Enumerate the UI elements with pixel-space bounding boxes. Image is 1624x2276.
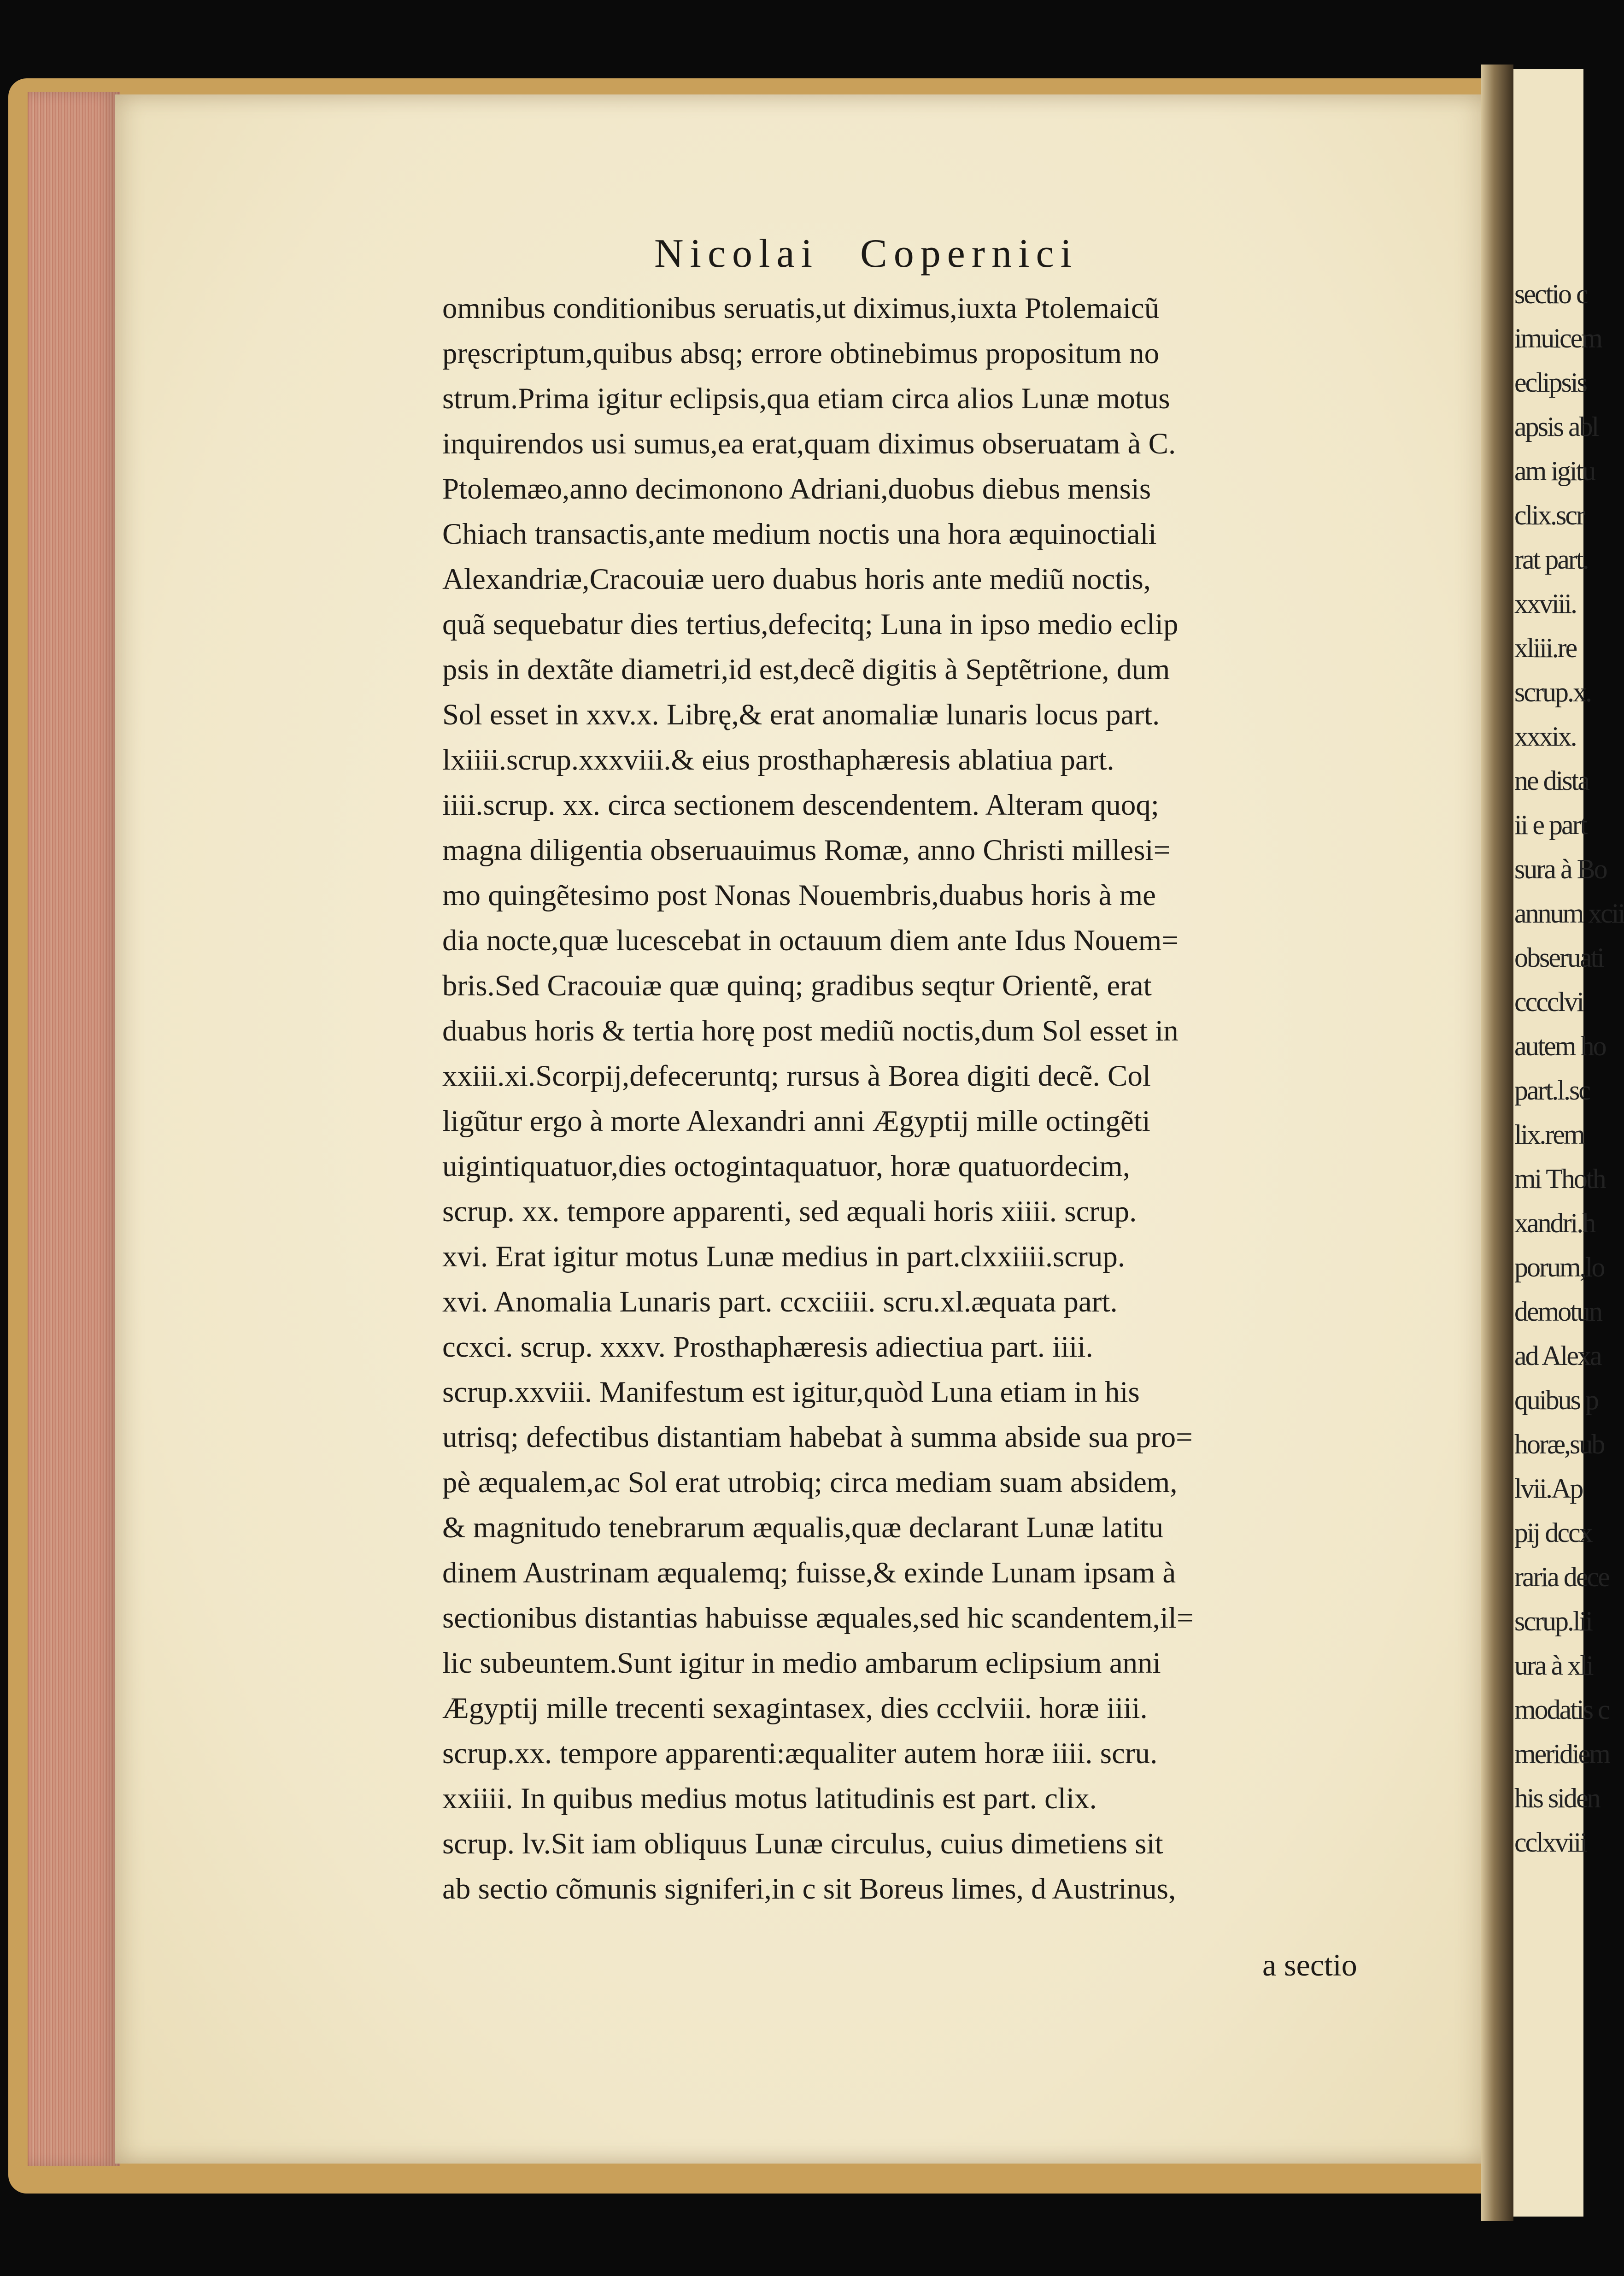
next-page-line: quibus p (1514, 1385, 1598, 1415)
text-line: quã sequebatur dies tertius,defecitq; Luna in ipso medio eclip (442, 608, 1178, 641)
gutter (1481, 65, 1513, 2221)
text-line: uigintiquatuor,dies octogintaquatuor, horæ quatuordecim, (442, 1150, 1131, 1183)
catchword: a sectio (1262, 1947, 1357, 1982)
next-page-line: xxxix. (1514, 721, 1576, 752)
next-page-line: am igitu (1514, 456, 1595, 486)
text-line: scrup.xx. tempore apparenti:æqualiter autem horæ iiii. scru. (442, 1737, 1158, 1770)
next-page-line: ura à xli (1514, 1650, 1593, 1681)
text-line: Sol esset in xxv.x. Librę,& erat anomaliæ lunaris locus part. (442, 698, 1160, 731)
body-text (442, 286, 1401, 1911)
next-page-line: autem ho (1514, 1031, 1606, 1061)
next-page-line: demotun (1514, 1296, 1601, 1327)
text-line: sectionibus distantias habuisse æquales,sed hic scandentem,il= (442, 1601, 1194, 1635)
next-page-line: porum,lo (1514, 1252, 1604, 1282)
text-line: xvi. Anomalia Lunaris part. ccxciiii. scru.xl.æquata part. (442, 1285, 1118, 1318)
text-line: dia nocte,quæ lucescebat in octauum diem ante Idus Nouem= (442, 924, 1178, 957)
text-line: xxiii.xi.Scorpij,defeceruntq; rursus à Borea digiti decẽ. Col (442, 1059, 1151, 1093)
next-page-line: xliii.re (1514, 633, 1577, 663)
next-page-fragment (1513, 69, 1624, 2217)
text-line: Alexandriæ,Cracouiæ uero duabus horis ante mediũ noctis, (442, 563, 1151, 596)
next-page-line: ne dista (1514, 765, 1589, 796)
text-line: bris.Sed Cracouiæ quæ quinq; gradibus seqtur Orientẽ, erat (442, 969, 1152, 1002)
next-page-line: his siden (1514, 1783, 1600, 1813)
page-edges (28, 92, 120, 2166)
next-page-line: annum xcii (1514, 898, 1624, 929)
text-line: duabus horis & tertia horę post mediũ noctis,dum Sol esset in (442, 1014, 1178, 1047)
next-page-line: clix.scr (1514, 500, 1584, 530)
next-page-line: apsis abl (1514, 412, 1598, 442)
next-page-line: lix.rem (1514, 1119, 1584, 1150)
text-line: dinem Austrinam æqualemq; fuisse,& exinde Lunam ipsam à (442, 1556, 1176, 1589)
text-line: Ægyptij mille trecenti sexagintasex, dies ccclviii. horæ iiii. (442, 1692, 1148, 1725)
text-line: psis in dextãte diametri,id est,decẽ digitis à Septẽtrione, dum (442, 653, 1170, 686)
next-page-line: part.l.sc (1514, 1075, 1589, 1106)
text-line: & magnitudo tenebrarum æqualis,quæ declarant Lunæ latitu (442, 1511, 1164, 1544)
text-line: lxiiii.scrup.xxxviii.& eius prosthaphæresis ablatiua part. (442, 743, 1114, 776)
text-line: ligũtur ergo à morte Alexandri anni Ægyptij mille octingẽti (442, 1105, 1150, 1138)
next-page-line: sura à Bo (1514, 854, 1606, 884)
running-head (654, 230, 1207, 277)
text-line: omnibus conditionibus seruatis,ut diximus,iuxta Ptolemaicũ (442, 292, 1160, 325)
text-line: iiii.scrup. xx. circa sectionem descendentem. Alteram quoq; (442, 788, 1159, 822)
text-line: utrisq; defectibus distantiam habebat à summa abside sua pro= (442, 1421, 1193, 1454)
text-line: ab sectio cõmunis signiferi,in c sit Boreus limes, d Austrinus, (442, 1872, 1176, 1905)
text-line: scrup.xxviii. Manifestum est igitur,quòd Luna etiam in his (442, 1376, 1140, 1409)
text-line: strum.Prima igitur eclipsis,qua etiam circa alios Lunæ motus (442, 382, 1170, 415)
next-page-line: obseruati (1514, 942, 1603, 973)
next-page-line: cclxviii (1514, 1827, 1586, 1858)
next-page-line: mi Thoth (1514, 1164, 1605, 1194)
text-line: ccxci. scrup. xxxv. Prosthaphæresis adiectiua part. iiii. (442, 1330, 1093, 1364)
next-page-line: lvii.Ap (1514, 1473, 1583, 1504)
next-page-line: imuicem (1514, 323, 1601, 353)
text-line: Ptolemæo,anno decimonono Adriani,duobus diebus mensis (442, 472, 1151, 506)
next-page-line: ii e part (1514, 810, 1587, 840)
next-page-line: scrup.x. (1514, 677, 1591, 707)
text-line: lic subeuntem.Sunt igitur in medio ambarum eclipsium anni (442, 1647, 1161, 1680)
text-line: Chiach transactis,ante medium noctis una hora æquinoctiali (442, 518, 1157, 551)
text-line: magna diligentia obseruauimus Romæ, anno Christi millesi= (442, 834, 1171, 867)
text-line: pè æqualem,ac Sol erat utrobiq; circa mediam suam absidem, (442, 1466, 1178, 1499)
next-page-line: rat part. (1514, 544, 1588, 575)
next-page-line: ad Alexa (1514, 1341, 1601, 1371)
text-line: pręscriptum,quibus absq; errore obtinebimus propositum no (442, 337, 1160, 370)
running-head-word2: Copernici (860, 231, 1079, 276)
next-page-line: scrup.lii (1514, 1606, 1592, 1636)
next-page-line: cccclvi (1514, 987, 1583, 1017)
next-page-line: xandri.h (1514, 1208, 1595, 1238)
next-page-line: sectio c (1514, 279, 1587, 309)
text-line: xxiiii. In quibus medius motus latitudinis est part. clix. (442, 1782, 1097, 1815)
text-line: inquirendos usi sumus,ea erat,quam diximus obseruatam à C. (442, 427, 1176, 460)
next-page-top (1513, 69, 1583, 272)
text-line: scrup. xx. tempore apparenti, sed æquali horis xiiii. scrup. (442, 1195, 1137, 1228)
next-page-line: raria dece (1514, 1562, 1609, 1592)
next-page-line: meridiem (1514, 1739, 1609, 1769)
next-page-line: pij dccx (1514, 1517, 1592, 1548)
next-page-line: modatis c (1514, 1694, 1609, 1725)
next-page-lines (1513, 272, 1624, 1864)
text-line: scrup. lv.Sit iam obliquus Lunæ circulus, cuius dimetiens sit (442, 1827, 1163, 1860)
next-page-line: horæ,sub (1514, 1429, 1604, 1459)
text-line: xvi. Erat igitur motus Lunæ medius in part.clxxiiii.scrup. (442, 1240, 1126, 1273)
running-head-word1: Nicolai (654, 231, 819, 276)
text-line: mo quingẽtesimo post Nonas Nouembris,duabus horis à me (442, 879, 1156, 912)
next-page-line: xxviii. (1514, 588, 1577, 619)
next-page-line: eclipsis (1514, 367, 1586, 398)
